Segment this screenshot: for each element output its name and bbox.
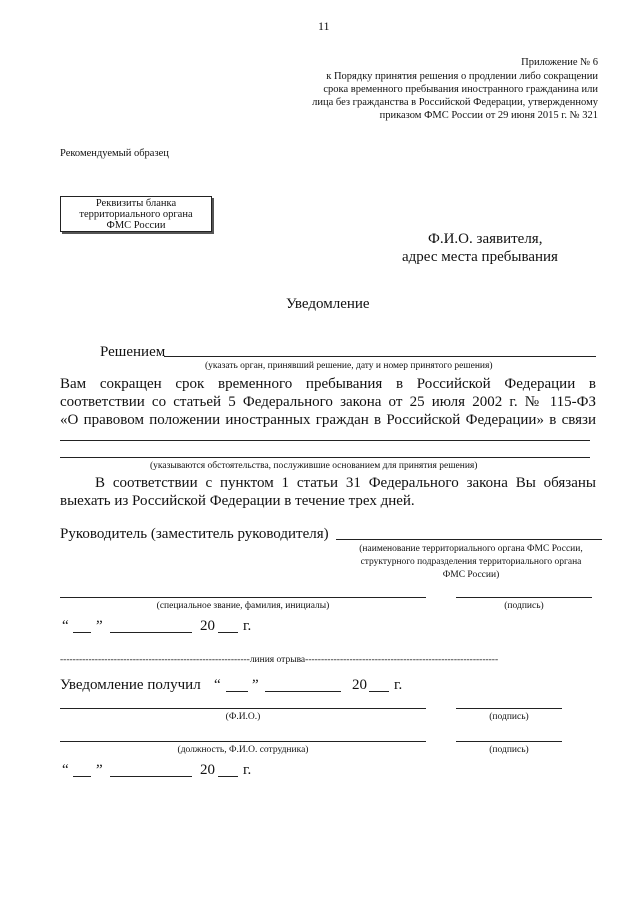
decision-label: Решением: [100, 344, 166, 360]
date1-year-prefix: 20: [200, 618, 215, 634]
appendix-line-4: лица без гражданства в Российской Федерации, утвержденному: [312, 97, 598, 108]
received-signature-line: [456, 708, 562, 709]
head-hint-line-3: ФМС России): [442, 570, 500, 580]
date1-year-line: [218, 632, 238, 633]
sign1-signature-line: [456, 597, 592, 598]
date2-day-line: [226, 691, 248, 692]
date2-month-line: [265, 691, 341, 692]
received-name-hint: (Ф.И.О.): [225, 712, 261, 722]
appendix-line-5: приказом ФМС России от 29 июня 2015 г. № 321: [379, 110, 598, 121]
date1-open-quote: “: [62, 618, 69, 634]
decision-text-line-3: «О правовом положении иностранных граждан в Российской Федерации» в связи: [60, 412, 596, 428]
page-number: 11: [318, 19, 330, 33]
head-hint-line-1: (наименование территориального органа ФМС России,: [359, 544, 583, 554]
date1-close-quote: ”: [96, 618, 103, 634]
decision-text-line-1: Вам сокращен срок временного пребывания в Российской Федерации в: [60, 376, 596, 392]
circumstances-blank-line-2: [60, 457, 590, 458]
requisites-line-3: ФМС России: [106, 220, 166, 231]
date3-month-line: [110, 776, 192, 777]
addressee-name: Ф.И.О. заявителя,: [428, 231, 543, 247]
date3-close-quote: ”: [96, 762, 103, 778]
date3-year-prefix: 20: [200, 762, 215, 778]
document-title: Уведомление: [286, 296, 370, 312]
recommended-sample-label: Рекомендуемый образец: [60, 148, 169, 159]
date1-month-line: [110, 632, 192, 633]
date2-year-line: [369, 691, 389, 692]
date2-close-quote: ”: [252, 677, 259, 693]
date2-open-quote: “: [214, 677, 221, 693]
employee-hint: (должность, Ф.И.О. сотрудника): [177, 745, 309, 755]
sign1-name-hint: (специальное звание, фамилия, инициалы): [156, 601, 330, 611]
requisites-line-2: территориального органа: [79, 209, 193, 220]
date3-open-quote: “: [62, 762, 69, 778]
sign1-name-line: [60, 597, 426, 598]
received-label: Уведомление получил: [60, 677, 201, 693]
received-signature-hint: (подпись): [489, 712, 529, 722]
sign1-signature-hint: (подпись): [504, 601, 544, 611]
date1-year-suffix: г.: [243, 618, 252, 634]
obligation-line-2: выехать из Российской Федерации в течение трех дней.: [60, 493, 415, 509]
decision-blank-line: [164, 356, 596, 357]
circumstances-blank-line-1: [60, 440, 590, 441]
employee-signature-hint: (подпись): [489, 745, 529, 755]
decision-hint: (указать орган, принявший решение, дату и номер принятого решения): [205, 361, 493, 371]
received-name-line: [60, 708, 426, 709]
head-label: Руководитель (заместитель руководителя): [60, 526, 329, 542]
head-blank-line: [336, 539, 602, 540]
date1-day-line: [73, 632, 91, 633]
addressee-address: адрес места пребывания: [402, 249, 558, 265]
appendix-line-1: Приложение № 6: [521, 57, 598, 68]
head-hint-line-2: структурного подразделения территориального органа: [360, 557, 582, 567]
date2-year-suffix: г.: [394, 677, 403, 693]
date3-year-suffix: г.: [243, 762, 252, 778]
employee-signature-line: [456, 741, 562, 742]
appendix-line-3: срока временного пребывания иностранного гражданина или: [323, 84, 598, 95]
obligation-line-1: В соответствии с пунктом 1 статьи 31 Федерального закона Вы обязаны: [95, 475, 596, 491]
circumstances-hint: (указываются обстоятельства, послужившие основанием для принятия решения): [150, 461, 478, 471]
requisites-line-1: Реквизиты бланка: [95, 198, 177, 209]
date3-day-line: [73, 776, 91, 777]
date2-year-prefix: 20: [352, 677, 367, 693]
employee-line: [60, 741, 426, 742]
tear-line: ------------------------------------------------------------линия отрыва-------------------------------------------------------------: [60, 655, 499, 665]
appendix-line-2: к Порядку принятия решения о продлении либо сокращении: [326, 71, 598, 82]
date3-year-line: [218, 776, 238, 777]
decision-text-line-2: соответствии со статьей 5 Федерального закона от 25 июля 2002 г. № 115-ФЗ: [60, 394, 596, 410]
